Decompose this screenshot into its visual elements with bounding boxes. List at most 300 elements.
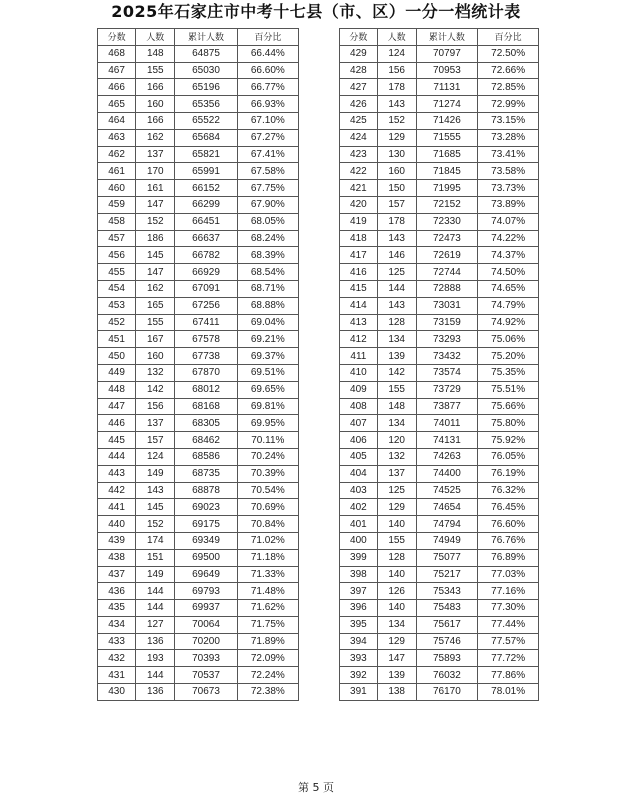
cell-percent: 68.88%: [237, 297, 298, 314]
table-row: [98, 146, 299, 163]
cell-cumulative: 65030: [175, 62, 237, 79]
cell-score: 448: [98, 381, 136, 398]
cell-percent: 71.02%: [237, 532, 298, 549]
cell-score: 456: [98, 247, 136, 264]
cell-count: 193: [136, 650, 175, 667]
table-row: [340, 482, 539, 499]
cell-cumulative: 75217: [416, 566, 478, 583]
table-row: [98, 247, 299, 264]
cell-percent: 71.62%: [237, 600, 298, 617]
table-row: [98, 432, 299, 449]
cell-cumulative: 74263: [416, 448, 478, 465]
cell-count: 186: [136, 230, 175, 247]
table-row: [340, 616, 539, 633]
table-row: [98, 129, 299, 146]
cell-count: 160: [136, 96, 175, 113]
cell-cumulative: 65684: [175, 129, 237, 146]
cell-percent: 69.65%: [237, 381, 298, 398]
table-row: [98, 331, 299, 348]
cell-count: 144: [377, 280, 416, 297]
cell-score: 443: [98, 465, 136, 482]
cell-score: 431: [98, 667, 136, 684]
cell-percent: 77.16%: [478, 583, 539, 600]
cell-percent: 71.18%: [237, 549, 298, 566]
column-header-count: 人数: [377, 29, 416, 46]
cell-count: 178: [377, 213, 416, 230]
cell-percent: 72.09%: [237, 650, 298, 667]
cell-count: 144: [136, 600, 175, 617]
cell-count: 125: [377, 482, 416, 499]
cell-percent: 66.60%: [237, 62, 298, 79]
table-row: [340, 516, 539, 533]
cell-percent: 68.39%: [237, 247, 298, 264]
column-header-count: 人数: [136, 29, 175, 46]
cell-count: 129: [377, 633, 416, 650]
cell-score: 460: [98, 180, 136, 197]
column-header-cumulative: 累计人数: [175, 29, 237, 46]
cell-count: 137: [377, 465, 416, 482]
cell-percent: 75.66%: [478, 398, 539, 415]
cell-percent: 71.75%: [237, 616, 298, 633]
cell-score: 396: [340, 600, 378, 617]
cell-score: 468: [98, 45, 136, 62]
cell-percent: 72.66%: [478, 62, 539, 79]
cell-percent: 66.44%: [237, 45, 298, 62]
cell-score: 430: [98, 684, 136, 701]
cell-count: 147: [377, 650, 416, 667]
cell-cumulative: 75077: [416, 549, 478, 566]
score-table-left: [97, 28, 299, 701]
table-row: [98, 566, 299, 583]
cell-count: 143: [377, 297, 416, 314]
cell-percent: 74.37%: [478, 247, 539, 264]
cell-count: 145: [136, 499, 175, 516]
cell-count: 149: [136, 566, 175, 583]
cell-cumulative: 66451: [175, 213, 237, 230]
cell-count: 152: [377, 112, 416, 129]
cell-percent: 66.93%: [237, 96, 298, 113]
cell-count: 143: [136, 482, 175, 499]
cell-percent: 70.39%: [237, 465, 298, 482]
cell-percent: 74.79%: [478, 297, 539, 314]
cell-cumulative: 73293: [416, 331, 478, 348]
cell-cumulative: 69649: [175, 566, 237, 583]
cell-count: 157: [377, 196, 416, 213]
cell-cumulative: 69349: [175, 532, 237, 549]
cell-score: 433: [98, 633, 136, 650]
cell-count: 167: [136, 331, 175, 348]
cell-cumulative: 68735: [175, 465, 237, 482]
table-row: [98, 180, 299, 197]
cell-cumulative: 76170: [416, 684, 478, 701]
cell-percent: 76.45%: [478, 499, 539, 516]
cell-cumulative: 71995: [416, 180, 478, 197]
cell-score: 432: [98, 650, 136, 667]
cell-score: 436: [98, 583, 136, 600]
cell-score: 420: [340, 196, 378, 213]
cell-percent: 68.24%: [237, 230, 298, 247]
cell-score: 444: [98, 448, 136, 465]
cell-score: 450: [98, 348, 136, 365]
table-row: [98, 415, 299, 432]
cell-score: 435: [98, 600, 136, 617]
cell-cumulative: 75746: [416, 633, 478, 650]
table-row: [98, 482, 299, 499]
cell-count: 155: [136, 62, 175, 79]
cell-cumulative: 67578: [175, 331, 237, 348]
cell-count: 160: [136, 348, 175, 365]
cell-percent: 73.58%: [478, 163, 539, 180]
cell-count: 128: [377, 549, 416, 566]
cell-score: 406: [340, 432, 378, 449]
cell-cumulative: 67256: [175, 297, 237, 314]
table-row: [340, 180, 539, 197]
table-row: [340, 62, 539, 79]
table-row: [98, 532, 299, 549]
cell-score: 427: [340, 79, 378, 96]
table-row: [340, 213, 539, 230]
cell-score: 449: [98, 364, 136, 381]
cell-percent: 67.27%: [237, 129, 298, 146]
table-row: [340, 45, 539, 62]
cell-count: 150: [377, 180, 416, 197]
cell-percent: 73.89%: [478, 196, 539, 213]
cell-percent: 72.99%: [478, 96, 539, 113]
cell-count: 137: [136, 415, 175, 432]
cell-percent: 76.60%: [478, 516, 539, 533]
cell-percent: 66.77%: [237, 79, 298, 96]
cell-score: 419: [340, 213, 378, 230]
cell-count: 139: [377, 348, 416, 365]
table-row: [98, 499, 299, 516]
cell-percent: 73.41%: [478, 146, 539, 163]
cell-cumulative: 74131: [416, 432, 478, 449]
table-row: [340, 280, 539, 297]
cell-score: 424: [340, 129, 378, 146]
cell-cumulative: 69500: [175, 549, 237, 566]
column-header-score: 分数: [340, 29, 378, 46]
cell-cumulative: 73432: [416, 348, 478, 365]
cell-count: 151: [136, 549, 175, 566]
cell-score: 425: [340, 112, 378, 129]
cell-percent: 72.50%: [478, 45, 539, 62]
cell-score: 412: [340, 331, 378, 348]
cell-score: 437: [98, 566, 136, 583]
cell-score: 392: [340, 667, 378, 684]
cell-cumulative: 72888: [416, 280, 478, 297]
cell-count: 155: [377, 532, 416, 549]
table-row: [340, 398, 539, 415]
cell-count: 140: [377, 600, 416, 617]
cell-count: 145: [136, 247, 175, 264]
cell-count: 155: [377, 381, 416, 398]
cell-count: 157: [136, 432, 175, 449]
cell-percent: 74.65%: [478, 280, 539, 297]
cell-score: 403: [340, 482, 378, 499]
cell-count: 144: [136, 667, 175, 684]
cell-percent: 74.07%: [478, 213, 539, 230]
cell-count: 165: [136, 297, 175, 314]
cell-count: 134: [377, 616, 416, 633]
cell-percent: 76.32%: [478, 482, 539, 499]
cell-score: 400: [340, 532, 378, 549]
cell-percent: 77.86%: [478, 667, 539, 684]
cell-cumulative: 73574: [416, 364, 478, 381]
cell-percent: 74.22%: [478, 230, 539, 247]
cell-score: 447: [98, 398, 136, 415]
cell-score: 422: [340, 163, 378, 180]
cell-percent: 69.37%: [237, 348, 298, 365]
table-row: [98, 549, 299, 566]
cell-score: 391: [340, 684, 378, 701]
cell-percent: 70.69%: [237, 499, 298, 516]
cell-cumulative: 74654: [416, 499, 478, 516]
cell-score: 429: [340, 45, 378, 62]
cell-cumulative: 73877: [416, 398, 478, 415]
cell-count: 130: [377, 146, 416, 163]
cell-count: 170: [136, 163, 175, 180]
cell-count: 124: [136, 448, 175, 465]
cell-count: 162: [136, 280, 175, 297]
table-row: [98, 196, 299, 213]
cell-cumulative: 75343: [416, 583, 478, 600]
table-row: [98, 364, 299, 381]
cell-count: 143: [377, 96, 416, 113]
cell-count: 125: [377, 264, 416, 281]
cell-cumulative: 76032: [416, 667, 478, 684]
cell-cumulative: 72473: [416, 230, 478, 247]
cell-percent: 67.75%: [237, 180, 298, 197]
cell-score: 409: [340, 381, 378, 398]
cell-count: 147: [136, 264, 175, 281]
cell-percent: 72.24%: [237, 667, 298, 684]
table-row: [98, 280, 299, 297]
cell-cumulative: 68878: [175, 482, 237, 499]
cell-score: 446: [98, 415, 136, 432]
cell-percent: 70.11%: [237, 432, 298, 449]
cell-count: 132: [136, 364, 175, 381]
cell-cumulative: 68586: [175, 448, 237, 465]
cell-score: 418: [340, 230, 378, 247]
table-row: [98, 264, 299, 281]
cell-count: 139: [377, 667, 416, 684]
table-row: [340, 415, 539, 432]
table-row: [340, 600, 539, 617]
table-row: [98, 398, 299, 415]
cell-count: 149: [136, 465, 175, 482]
cell-count: 156: [377, 62, 416, 79]
cell-cumulative: 65356: [175, 96, 237, 113]
cell-score: 461: [98, 163, 136, 180]
table-row: [340, 532, 539, 549]
cell-count: 178: [377, 79, 416, 96]
cell-score: 439: [98, 532, 136, 549]
table-row: [98, 45, 299, 62]
cell-cumulative: 74400: [416, 465, 478, 482]
table-row: [98, 62, 299, 79]
cell-count: 137: [136, 146, 175, 163]
cell-percent: 74.50%: [478, 264, 539, 281]
cell-cumulative: 65196: [175, 79, 237, 96]
cell-score: 463: [98, 129, 136, 146]
cell-count: 148: [136, 45, 175, 62]
cell-count: 143: [377, 230, 416, 247]
table-row: [98, 297, 299, 314]
table-row: [98, 465, 299, 482]
cell-percent: 73.15%: [478, 112, 539, 129]
cell-count: 140: [377, 516, 416, 533]
table-row: [98, 112, 299, 129]
cell-score: 398: [340, 566, 378, 583]
cell-cumulative: 71685: [416, 146, 478, 163]
score-table-right: [339, 28, 539, 701]
cell-count: 124: [377, 45, 416, 62]
column-header-percent: 百分比: [237, 29, 298, 46]
table-row: [340, 650, 539, 667]
cell-score: 441: [98, 499, 136, 516]
cell-score: 393: [340, 650, 378, 667]
cell-count: 142: [377, 364, 416, 381]
cell-count: 160: [377, 163, 416, 180]
cell-percent: 75.20%: [478, 348, 539, 365]
cell-percent: 75.80%: [478, 415, 539, 432]
cell-cumulative: 69793: [175, 583, 237, 600]
cell-percent: 76.89%: [478, 549, 539, 566]
cell-cumulative: 66782: [175, 247, 237, 264]
cell-score: 394: [340, 633, 378, 650]
cell-score: 458: [98, 213, 136, 230]
cell-percent: 67.10%: [237, 112, 298, 129]
cell-score: 445: [98, 432, 136, 449]
cell-cumulative: 71845: [416, 163, 478, 180]
table-row: [340, 196, 539, 213]
cell-percent: 75.06%: [478, 331, 539, 348]
table-row: [340, 465, 539, 482]
cell-count: 147: [136, 196, 175, 213]
cell-score: 417: [340, 247, 378, 264]
cell-count: 156: [136, 398, 175, 415]
table-row: [340, 381, 539, 398]
table-row: [340, 364, 539, 381]
cell-score: 428: [340, 62, 378, 79]
column-header-cumulative: 累计人数: [416, 29, 478, 46]
table-row: [340, 448, 539, 465]
table-row: [340, 163, 539, 180]
cell-score: 408: [340, 398, 378, 415]
cell-count: 152: [136, 516, 175, 533]
cell-count: 120: [377, 432, 416, 449]
cell-count: 138: [377, 684, 416, 701]
cell-score: 462: [98, 146, 136, 163]
cell-count: 129: [377, 499, 416, 516]
cell-percent: 73.73%: [478, 180, 539, 197]
cell-cumulative: 72330: [416, 213, 478, 230]
page-title: 2025年石家庄市中考十七县（市、区）一分一档统计表: [111, 2, 521, 21]
cell-count: 136: [136, 633, 175, 650]
cell-score: 451: [98, 331, 136, 348]
cell-percent: 69.81%: [237, 398, 298, 415]
cell-cumulative: 68462: [175, 432, 237, 449]
cell-cumulative: 73031: [416, 297, 478, 314]
cell-percent: 71.48%: [237, 583, 298, 600]
cell-count: 148: [377, 398, 416, 415]
cell-percent: 70.54%: [237, 482, 298, 499]
cell-cumulative: 64875: [175, 45, 237, 62]
table-row: [340, 79, 539, 96]
cell-count: 144: [136, 583, 175, 600]
cell-cumulative: 71131: [416, 79, 478, 96]
table-row: [98, 650, 299, 667]
cell-cumulative: 65522: [175, 112, 237, 129]
cell-percent: 77.03%: [478, 566, 539, 583]
table-row: [98, 213, 299, 230]
column-header-percent: 百分比: [478, 29, 539, 46]
cell-cumulative: 69023: [175, 499, 237, 516]
cell-score: 464: [98, 112, 136, 129]
cell-cumulative: 70200: [175, 633, 237, 650]
cell-cumulative: 75617: [416, 616, 478, 633]
cell-cumulative: 71426: [416, 112, 478, 129]
cell-percent: 67.41%: [237, 146, 298, 163]
cell-count: 146: [377, 247, 416, 264]
table-row: [340, 112, 539, 129]
cell-cumulative: 74949: [416, 532, 478, 549]
cell-score: 397: [340, 583, 378, 600]
cell-score: 455: [98, 264, 136, 281]
cell-score: 453: [98, 297, 136, 314]
table-row: [98, 583, 299, 600]
cell-cumulative: 70797: [416, 45, 478, 62]
cell-count: 134: [377, 415, 416, 432]
cell-score: 426: [340, 96, 378, 113]
cell-cumulative: 67091: [175, 280, 237, 297]
cell-cumulative: 73729: [416, 381, 478, 398]
table-row: [340, 583, 539, 600]
cell-count: 132: [377, 448, 416, 465]
cell-cumulative: 68012: [175, 381, 237, 398]
table-row: [340, 247, 539, 264]
cell-count: 126: [377, 583, 416, 600]
table-row: [340, 96, 539, 113]
cell-score: 421: [340, 180, 378, 197]
table-row: [340, 297, 539, 314]
cell-cumulative: 75893: [416, 650, 478, 667]
cell-count: 162: [136, 129, 175, 146]
cell-cumulative: 67411: [175, 314, 237, 331]
cell-cumulative: 70537: [175, 667, 237, 684]
cell-percent: 77.57%: [478, 633, 539, 650]
table-row: [340, 264, 539, 281]
cell-score: 416: [340, 264, 378, 281]
cell-count: 152: [136, 213, 175, 230]
cell-count: 174: [136, 532, 175, 549]
table-row: [98, 230, 299, 247]
cell-cumulative: 74794: [416, 516, 478, 533]
cell-percent: 77.44%: [478, 616, 539, 633]
table-row: [340, 348, 539, 365]
page-number: 第 5 页: [298, 781, 334, 794]
table-row: [98, 684, 299, 701]
cell-percent: 76.05%: [478, 448, 539, 465]
table-row: [98, 667, 299, 684]
cell-count: 136: [136, 684, 175, 701]
table-row: [98, 616, 299, 633]
cell-cumulative: 67870: [175, 364, 237, 381]
cell-percent: 70.24%: [237, 448, 298, 465]
table-row: [98, 163, 299, 180]
cell-score: 434: [98, 616, 136, 633]
cell-cumulative: 71274: [416, 96, 478, 113]
